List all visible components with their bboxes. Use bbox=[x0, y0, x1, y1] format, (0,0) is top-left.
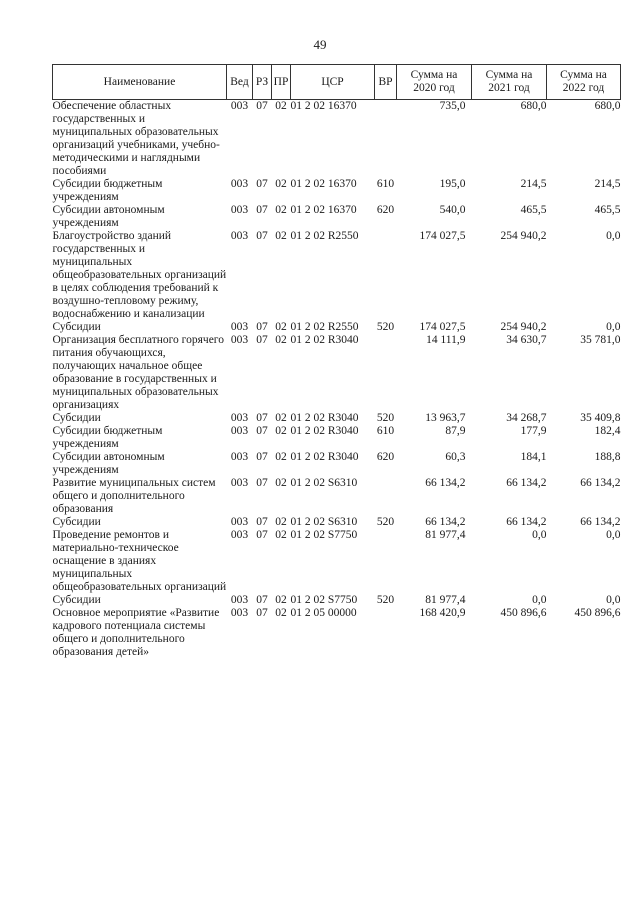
row-sum-2022: 680,0 bbox=[594, 100, 621, 112]
page-number: 49 bbox=[313, 37, 327, 52]
row-rz: 07 bbox=[256, 230, 268, 242]
row-name: Субсидии бюджетным учреждениям bbox=[52, 178, 163, 203]
row-sum-2022: 188,8 bbox=[594, 451, 621, 463]
row-vr: 620 bbox=[376, 451, 395, 463]
row-name: Субсидии bbox=[52, 412, 101, 424]
row-sum-2022: 0,0 bbox=[606, 594, 621, 606]
row-csr: 01 2 02 R2550 bbox=[290, 230, 359, 242]
header-csr: ЦСР bbox=[291, 65, 375, 100]
table-row bbox=[53, 529, 621, 594]
row-name: Развитие муниципальных систем общего и дополнительного образования bbox=[52, 477, 216, 515]
row-rz: 07 bbox=[256, 204, 268, 216]
table-row bbox=[53, 334, 621, 412]
row-sum-2020: 81 977,4 bbox=[425, 594, 466, 606]
header-2020: Сумма на 2020 год bbox=[397, 65, 472, 100]
row-rz: 07 bbox=[256, 516, 268, 528]
header-2021: Сумма на 2021 год bbox=[472, 65, 547, 100]
row-sum-2021: 0,0 bbox=[532, 594, 547, 606]
row-sum-2021: 465,5 bbox=[520, 204, 547, 216]
table-row bbox=[53, 425, 621, 451]
row-pr: 02 bbox=[275, 178, 287, 190]
row-csr: 01 2 02 S6310 bbox=[290, 516, 358, 528]
row-sum-2021: 66 134,2 bbox=[506, 477, 547, 489]
row-rz: 07 bbox=[256, 178, 268, 190]
row-rz: 07 bbox=[256, 425, 268, 437]
row-rz: 07 bbox=[256, 412, 268, 424]
row-csr: 01 2 02 R2550 bbox=[290, 321, 359, 333]
row-sum-2020: 60,3 bbox=[445, 451, 466, 463]
row-sum-2020: 14 111,9 bbox=[426, 334, 466, 346]
row-ved: 003 bbox=[230, 607, 249, 619]
row-name: Благоустройство зданий государственных и муниципальных общеобразовательных организаций в целях соблюдения требований к воздушно-тепловому режиму, водоснабжению и канализации bbox=[52, 230, 227, 320]
row-sum-2022: 66 134,2 bbox=[580, 477, 621, 489]
row-rz: 07 bbox=[256, 529, 268, 541]
row-sum-2021: 254 940,2 bbox=[500, 230, 547, 242]
row-sum-2022: 450 896,6 bbox=[574, 607, 621, 619]
row-name: Проведение ремонтов и материально-техническое оснащение в зданиях муниципальных общеобразовательных организаций bbox=[52, 529, 227, 593]
row-pr: 02 bbox=[275, 100, 287, 112]
row-ved: 003 bbox=[230, 516, 249, 528]
header-2022: Сумма на 2022 год bbox=[547, 65, 621, 100]
row-sum-2022: 35 409,8 bbox=[580, 412, 621, 424]
row-csr: 01 2 02 16370 bbox=[290, 100, 357, 112]
row-pr: 02 bbox=[275, 516, 287, 528]
row-csr: 01 2 02 16370 bbox=[290, 178, 357, 190]
row-sum-2020: 87,9 bbox=[445, 425, 466, 437]
row-pr: 02 bbox=[275, 321, 287, 333]
row-pr: 02 bbox=[275, 594, 287, 606]
row-vr bbox=[375, 477, 397, 516]
row-ved: 003 bbox=[230, 204, 249, 216]
row-vr: 610 bbox=[376, 178, 395, 190]
row-sum-2021: 214,5 bbox=[520, 178, 547, 190]
row-name: Основное мероприятие «Развитие кадрового потенциала системы общего и дополнительного образования детей» bbox=[52, 607, 220, 658]
table-row bbox=[53, 607, 621, 659]
row-name: Субсидии bbox=[52, 516, 101, 528]
row-vr: 520 bbox=[376, 412, 395, 424]
row-sum-2021: 680,0 bbox=[520, 100, 547, 112]
row-sum-2020: 66 134,2 bbox=[425, 516, 466, 528]
row-vr bbox=[375, 334, 397, 412]
row-rz: 07 bbox=[256, 100, 268, 112]
row-vr: 520 bbox=[376, 516, 395, 528]
row-vr: 620 bbox=[376, 204, 395, 216]
row-ved: 003 bbox=[230, 594, 249, 606]
table-body bbox=[53, 100, 621, 660]
row-vr: 520 bbox=[376, 594, 395, 606]
table-row bbox=[53, 412, 621, 425]
row-sum-2021: 0,0 bbox=[532, 529, 547, 541]
row-sum-2020: 13 963,7 bbox=[425, 412, 466, 424]
row-rz: 07 bbox=[256, 607, 268, 619]
row-csr: 01 2 02 S7750 bbox=[290, 529, 358, 541]
row-sum-2020: 66 134,2 bbox=[425, 477, 466, 489]
row-pr: 02 bbox=[275, 477, 287, 489]
row-ved: 003 bbox=[230, 412, 249, 424]
row-pr: 02 bbox=[275, 230, 287, 242]
row-name: Организация бесплатного горячего питания обучающихся, получающих начальное общее образование в государственных и муниципальных образовательных организациях bbox=[52, 334, 224, 411]
row-vr bbox=[375, 230, 397, 321]
row-pr: 02 bbox=[275, 204, 287, 216]
row-rz: 07 bbox=[256, 594, 268, 606]
row-pr: 02 bbox=[275, 607, 287, 619]
row-rz: 07 bbox=[256, 334, 268, 346]
row-ved: 003 bbox=[230, 451, 249, 463]
row-sum-2020: 174 027,5 bbox=[419, 321, 466, 333]
header-rz: РЗ bbox=[253, 65, 272, 100]
row-ved: 003 bbox=[230, 178, 249, 190]
table-header bbox=[53, 65, 621, 100]
row-pr: 02 bbox=[275, 529, 287, 541]
row-sum-2022: 35 781,0 bbox=[580, 334, 621, 346]
row-sum-2020: 174 027,5 bbox=[419, 230, 466, 242]
row-ved: 003 bbox=[230, 425, 249, 437]
row-sum-2022: 0,0 bbox=[606, 529, 621, 541]
row-csr: 01 2 02 S7750 bbox=[290, 594, 358, 606]
table-row bbox=[53, 477, 621, 516]
row-vr bbox=[375, 529, 397, 594]
row-sum-2021: 184,1 bbox=[520, 451, 547, 463]
row-pr: 02 bbox=[275, 334, 287, 346]
row-csr: 01 2 02 S6310 bbox=[290, 477, 358, 489]
row-ved: 003 bbox=[230, 334, 249, 346]
row-vr: 610 bbox=[376, 425, 395, 437]
row-rz: 07 bbox=[256, 477, 268, 489]
row-vr bbox=[375, 100, 397, 179]
row-sum-2022: 214,5 bbox=[594, 178, 621, 190]
row-pr: 02 bbox=[275, 412, 287, 424]
row-ved: 003 bbox=[230, 100, 249, 112]
row-name: Субсидии bbox=[52, 594, 101, 606]
row-sum-2022: 182,4 bbox=[594, 425, 621, 437]
table-row bbox=[53, 451, 621, 477]
row-csr: 01 2 02 R3040 bbox=[290, 334, 359, 346]
row-sum-2021: 450 896,6 bbox=[500, 607, 547, 619]
table-row bbox=[53, 204, 621, 230]
row-vr bbox=[375, 607, 397, 659]
row-rz: 07 bbox=[256, 451, 268, 463]
header-name: Наименование bbox=[53, 65, 227, 100]
row-csr: 01 2 05 00000 bbox=[290, 607, 357, 619]
row-sum-2020: 81 977,4 bbox=[425, 529, 466, 541]
row-ved: 003 bbox=[230, 529, 249, 541]
row-ved: 003 bbox=[230, 321, 249, 333]
row-sum-2020: 540,0 bbox=[439, 204, 466, 216]
row-sum-2022: 66 134,2 bbox=[580, 516, 621, 528]
table-row bbox=[53, 321, 621, 334]
row-sum-2021: 34 630,7 bbox=[506, 334, 547, 346]
row-name: Субсидии автономным учреждениям bbox=[52, 451, 165, 476]
row-name: Субсидии автономным учреждениям bbox=[52, 204, 165, 229]
row-sum-2022: 465,5 bbox=[594, 204, 621, 216]
row-ved: 003 bbox=[230, 477, 249, 489]
row-sum-2021: 177,9 bbox=[520, 425, 547, 437]
row-csr: 01 2 02 R3040 bbox=[290, 451, 359, 463]
row-name: Обеспечение областных государственных и муниципальных образовательных организаций учебниками, учебно-методическими и наглядными пособиями bbox=[52, 100, 220, 177]
row-sum-2020: 195,0 bbox=[439, 178, 466, 190]
row-rz: 07 bbox=[256, 321, 268, 333]
row-sum-2020: 168 420,9 bbox=[419, 607, 466, 619]
header-ved: Вед bbox=[227, 65, 253, 100]
header-pr: ПР bbox=[272, 65, 291, 100]
row-sum-2021: 66 134,2 bbox=[506, 516, 547, 528]
table-row bbox=[53, 100, 621, 179]
row-sum-2021: 254 940,2 bbox=[500, 321, 547, 333]
table-row bbox=[53, 178, 621, 204]
row-sum-2022: 0,0 bbox=[606, 230, 621, 242]
row-csr: 01 2 02 16370 bbox=[290, 204, 357, 216]
row-name: Субсидии бюджетным учреждениям bbox=[52, 425, 163, 450]
row-sum-2021: 34 268,7 bbox=[506, 412, 547, 424]
header-vr: ВР bbox=[375, 65, 397, 100]
row-pr: 02 bbox=[275, 451, 287, 463]
table-row bbox=[53, 516, 621, 529]
row-csr: 01 2 02 R3040 bbox=[290, 425, 359, 437]
row-name: Субсидии bbox=[52, 321, 101, 333]
row-vr: 520 bbox=[376, 321, 395, 333]
row-csr: 01 2 02 R3040 bbox=[290, 412, 359, 424]
table-row bbox=[53, 230, 621, 321]
row-sum-2020: 735,0 bbox=[439, 100, 466, 112]
row-pr: 02 bbox=[275, 425, 287, 437]
table-row bbox=[53, 594, 621, 607]
budget-table bbox=[52, 64, 621, 659]
row-ved: 003 bbox=[230, 230, 249, 242]
row-sum-2022: 0,0 bbox=[606, 321, 621, 333]
